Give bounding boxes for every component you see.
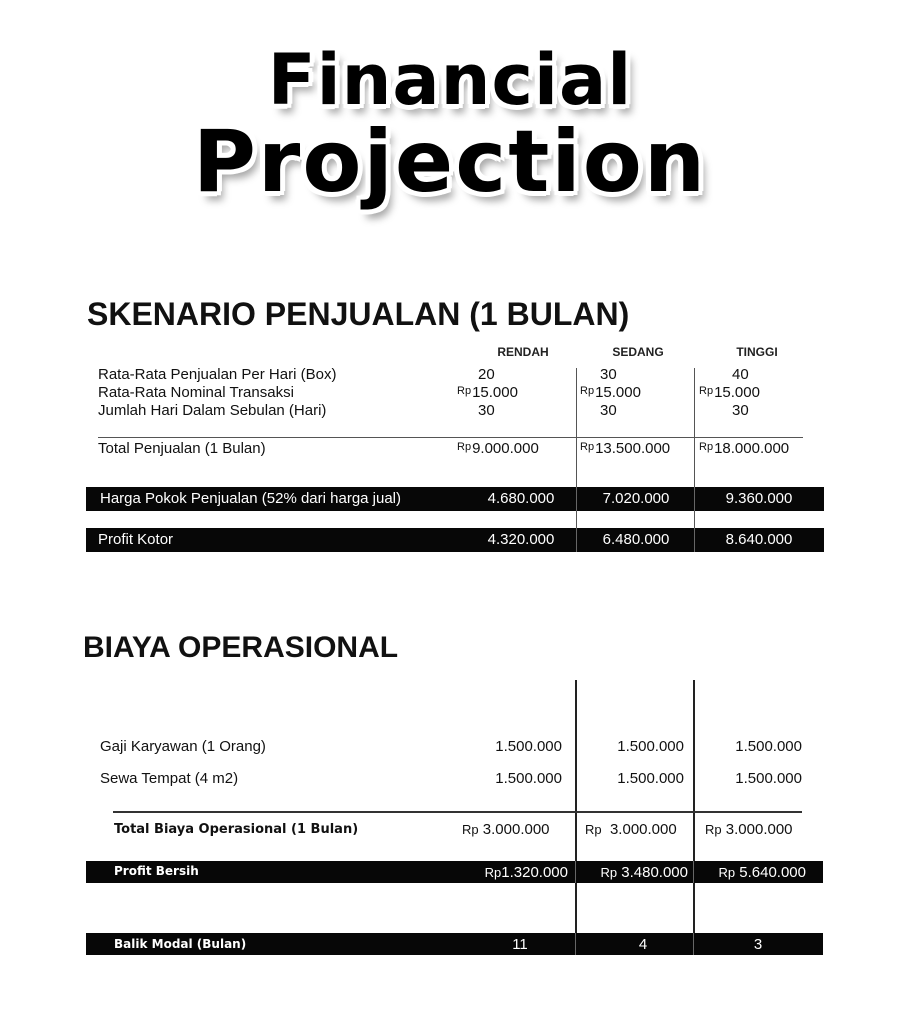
value-rent-sedang: 1.500.000 — [617, 770, 684, 787]
column-divider-2 — [694, 368, 695, 552]
value-total-operating-tinggi — [705, 821, 793, 838]
value-salary-tinggi: 1.500.000 — [735, 738, 802, 755]
value-days-sedang: 30 — [600, 402, 617, 419]
currency-prefix: Rp — [580, 441, 595, 453]
cogs-label: Harga Pokok Penjualan (52% dari harga jual) — [100, 490, 402, 507]
row-label-days-per-month: Jumlah Hari Dalam Sebulan (Hari) — [98, 402, 327, 419]
amount: 3.000.000 — [482, 821, 550, 838]
total-divider-line — [113, 811, 802, 813]
value-total-sales-tinggi — [699, 440, 789, 457]
bar-divider — [693, 933, 694, 955]
currency-prefix: Rp — [600, 865, 618, 880]
gross-profit-row-bar — [86, 528, 824, 552]
payback-value-rendah: 11 — [512, 936, 528, 953]
amount: 9.000.000 — [472, 440, 539, 457]
total-divider-line — [98, 437, 803, 438]
row-label-salary: Gaji Karyawan (1 Orang) — [100, 738, 266, 755]
value-transaction-tinggi — [699, 384, 760, 401]
column-divider-1 — [575, 680, 577, 935]
column-header-tinggi: TINGGI — [736, 345, 778, 359]
column-header-sedang: SEDANG — [612, 345, 664, 359]
value-transaction-rendah — [457, 384, 518, 401]
row-label-rent: Sewa Tempat (4 m2) — [100, 770, 239, 787]
payback-row-bar — [86, 933, 823, 955]
value-total-sales-sedang — [580, 440, 670, 457]
gross-profit-value-tinggi: 8.640.000 — [725, 531, 793, 548]
value-sales-per-day-sedang: 30 — [600, 366, 617, 383]
value-days-rendah: 30 — [478, 402, 495, 419]
amount: 15.000 — [472, 384, 518, 401]
gross-profit-label: Profit Kotor — [98, 531, 174, 548]
amount: 3.000.000 — [725, 821, 793, 838]
currency-prefix: Rp — [457, 441, 472, 453]
sales-scenario-heading: SKENARIO PENJUALAN (1 BULAN) — [87, 296, 630, 332]
value-salary-rendah: 1.500.000 — [495, 738, 562, 755]
net-profit-row-bar — [86, 861, 823, 883]
net-profit-label: Profit Bersih — [114, 864, 199, 878]
title-financial: Financial — [267, 39, 633, 121]
cogs-value-tinggi: 9.360.000 — [725, 490, 793, 507]
gross-profit-value-sedang: 6.480.000 — [602, 531, 670, 548]
currency-prefix: Rp — [699, 385, 714, 397]
currency-prefix: Rp — [462, 822, 479, 837]
bar-divider — [694, 528, 695, 552]
bar-divider — [575, 861, 576, 883]
payback-value-sedang: 4 — [638, 936, 648, 953]
currency-prefix: Rp — [585, 822, 602, 837]
currency-prefix: Rp — [457, 385, 472, 397]
amount: 1.320.000 — [501, 864, 568, 881]
column-header-rendah: RENDAH — [497, 345, 549, 359]
value-total-sales-rendah — [457, 440, 539, 457]
net-profit-value-sedang — [582, 864, 688, 881]
bar-divider — [576, 528, 577, 552]
title-projection: Projection — [192, 112, 708, 212]
value-salary-sedang: 1.500.000 — [617, 738, 684, 755]
amount: 18.000.000 — [714, 440, 790, 457]
operating-costs-heading: BIAYA OPERASIONAL — [83, 631, 399, 664]
value-total-operating-rendah — [462, 821, 550, 838]
bar-divider — [693, 861, 694, 883]
payback-label: Balik Modal (Bulan) — [114, 937, 247, 951]
currency-prefix: Rp — [705, 822, 722, 837]
currency-prefix: Rp — [580, 385, 595, 397]
currency-prefix: Rp — [718, 865, 736, 880]
amount: 15.000 — [595, 384, 641, 401]
amount: 5.640.000 — [739, 864, 806, 881]
value-days-tinggi: 30 — [732, 402, 749, 419]
amount: 15.000 — [714, 384, 760, 401]
bar-divider — [576, 487, 577, 511]
payback-value-tinggi: 3 — [753, 936, 763, 953]
column-divider-1 — [576, 368, 577, 552]
value-sales-per-day-rendah: 20 — [478, 366, 495, 383]
row-label-avg-transaction: Rata-Rata Nominal Transaksi — [98, 384, 294, 401]
currency-prefix: Rp — [699, 441, 714, 453]
cogs-row-bar — [86, 487, 824, 511]
value-transaction-sedang — [580, 384, 641, 401]
amount: 3.480.000 — [621, 864, 688, 881]
net-profit-value-tinggi — [700, 864, 806, 881]
gross-profit-value-rendah: 4.320.000 — [487, 531, 555, 548]
value-sales-per-day-tinggi: 40 — [732, 366, 749, 383]
value-rent-rendah: 1.500.000 — [495, 770, 562, 787]
column-divider-2 — [693, 680, 695, 935]
amount: 3.000.000 — [609, 821, 677, 838]
value-total-operating-sedang — [585, 821, 677, 838]
row-label-avg-sales-per-day: Rata-Rata Penjualan Per Hari (Box) — [98, 366, 337, 383]
amount: 13.500.000 — [595, 440, 671, 457]
value-rent-tinggi: 1.500.000 — [735, 770, 802, 787]
bar-divider — [694, 487, 695, 511]
bar-divider — [575, 933, 576, 955]
cogs-value-sedang: 7.020.000 — [602, 490, 670, 507]
row-label-total-sales: Total Penjualan (1 Bulan) — [98, 440, 266, 457]
currency-prefix: Rp — [484, 865, 502, 880]
net-profit-value-rendah — [466, 864, 568, 881]
row-label-total-operating: Total Biaya Operasional (1 Bulan) — [114, 822, 359, 837]
cogs-value-rendah: 4.680.000 — [487, 490, 555, 507]
